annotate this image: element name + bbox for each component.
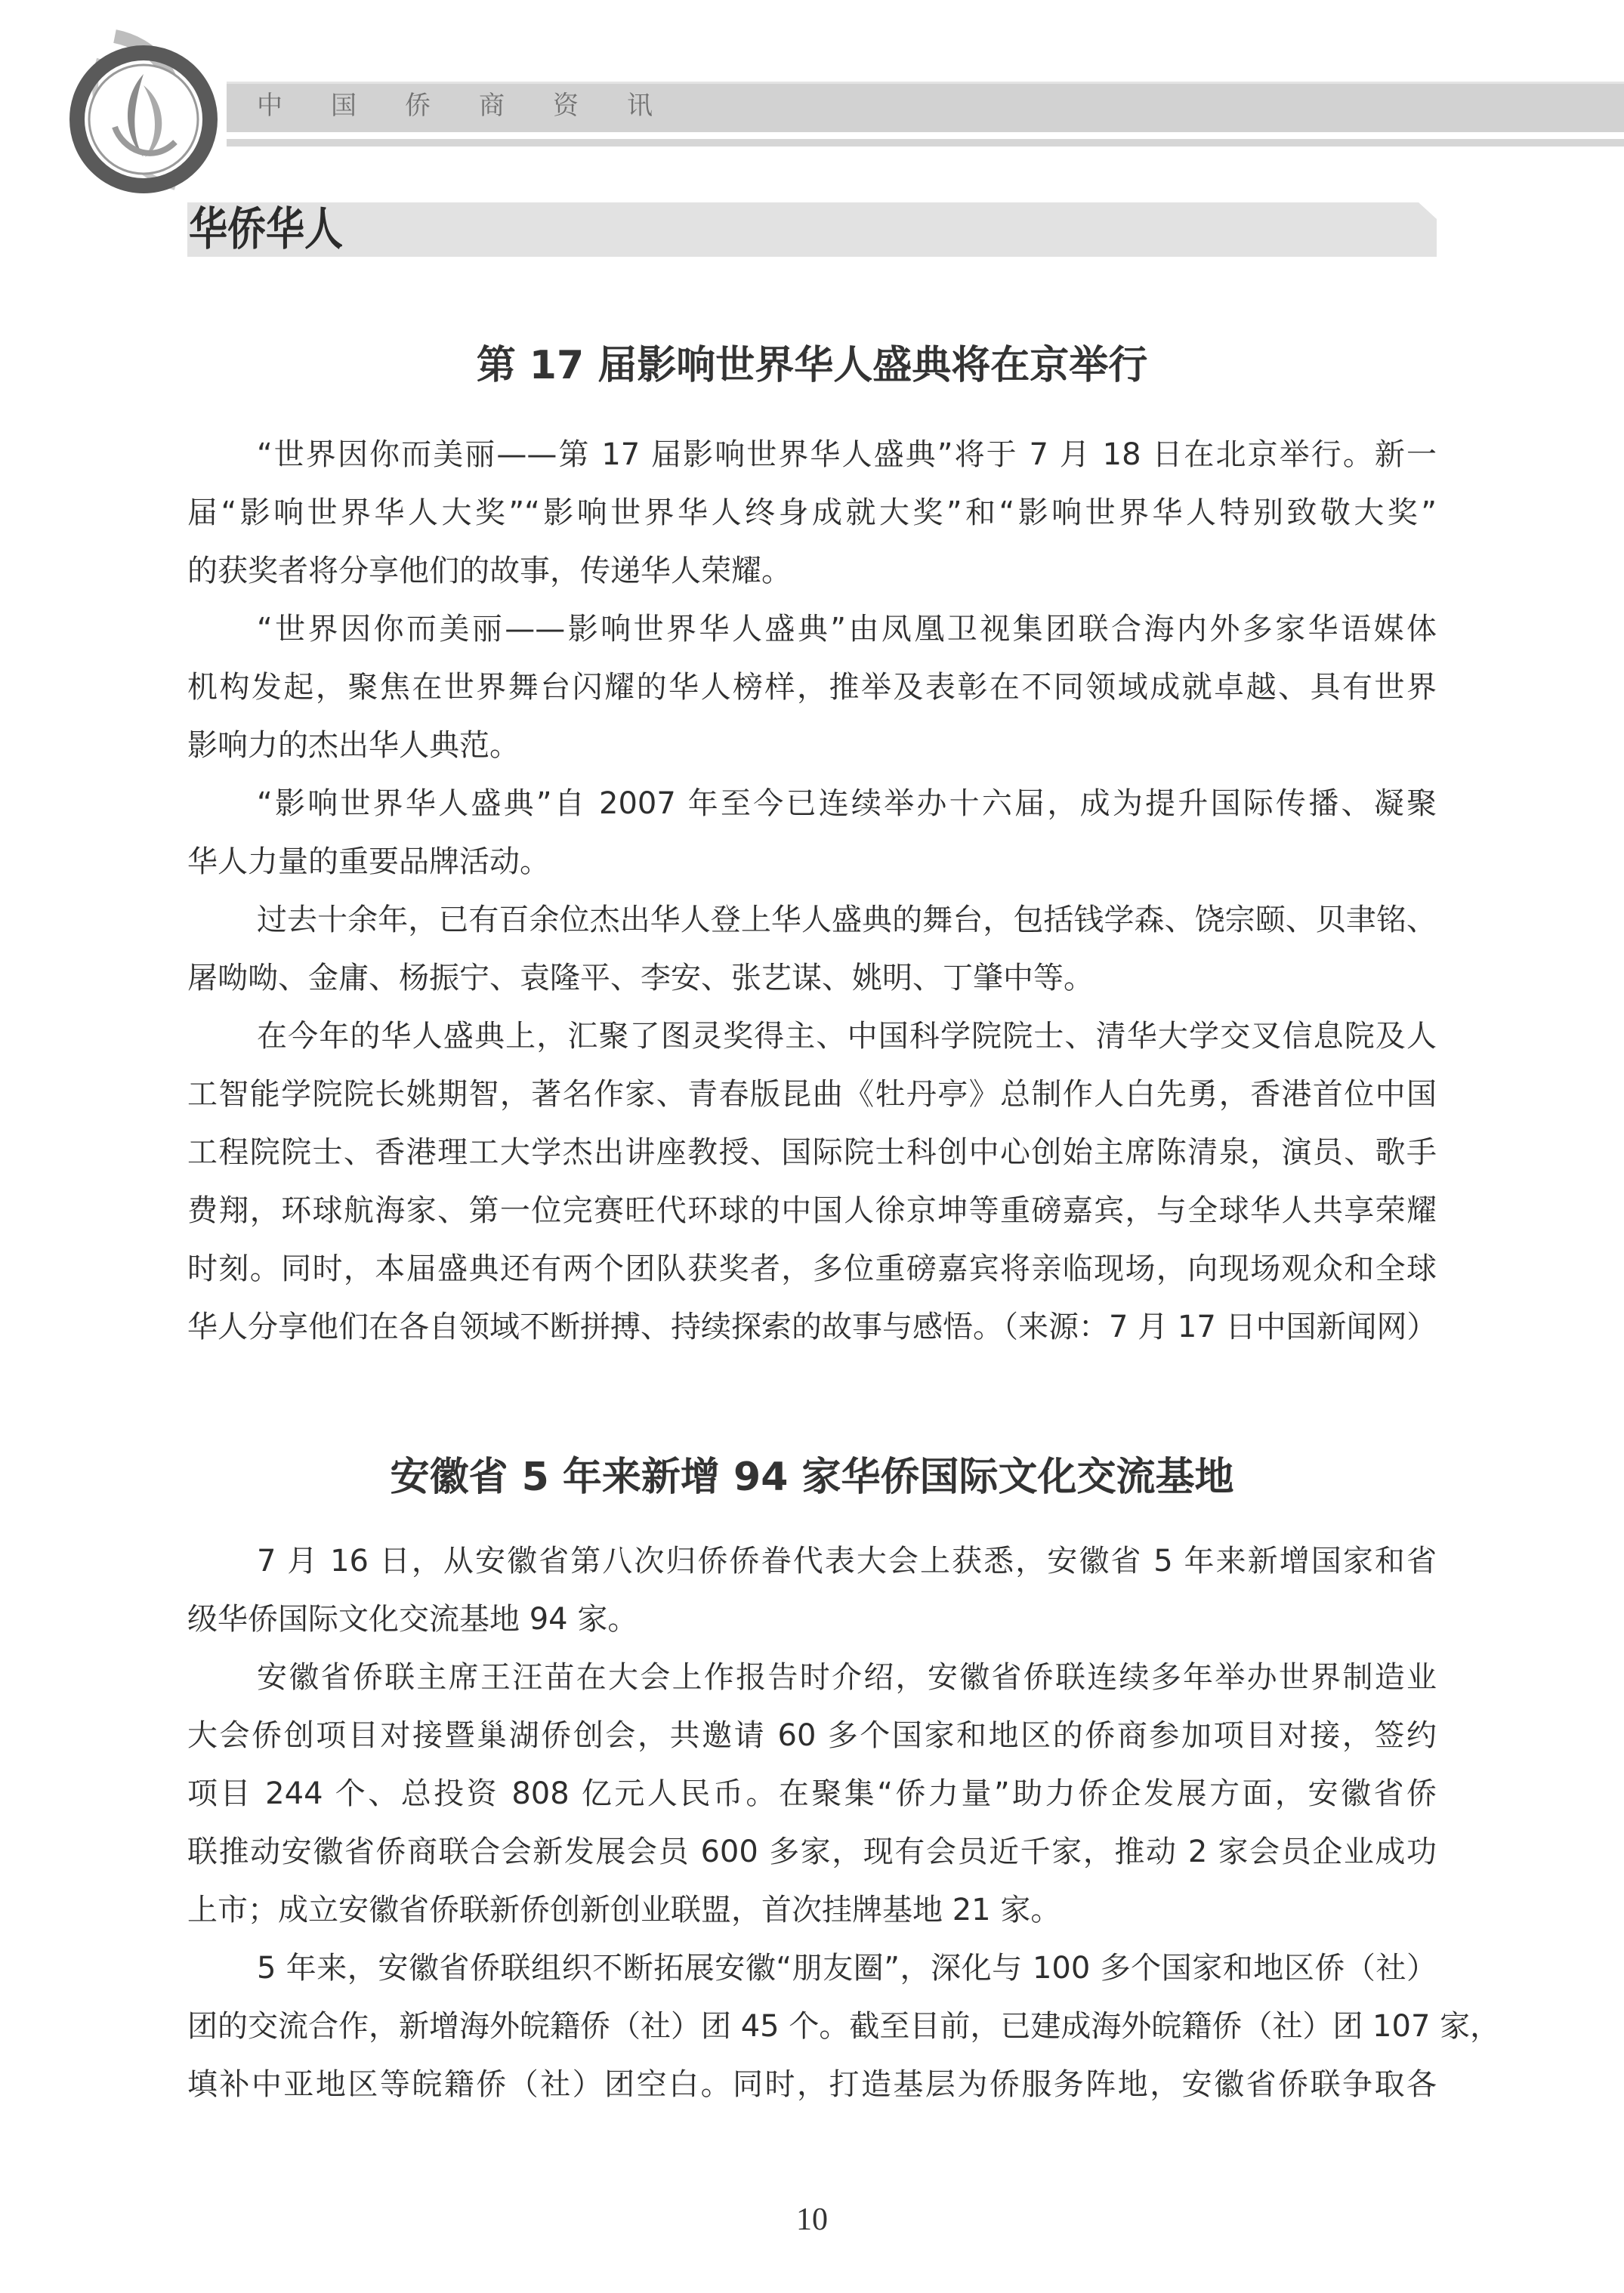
paragraph-line: 级华侨国际文化交流基地 94 家。 [187, 1602, 638, 1637]
article-body-2 [187, 1532, 1501, 2114]
paragraph-line: 5 年来，安徽省侨联组织不断拓展安徽“朋友圈”，深化与 100 多个国家和地区侨（社） [257, 1951, 1437, 1986]
paragraph-line: “世界因你而美丽——第 17 届影响世界华人盛典”将于 7 月 18 日在北京举行。新一 [257, 437, 1437, 472]
paragraph-line: 过去十余年，已有百余位杰出华人登上华人盛典的舞台，包括钱学森、饶宗颐、贝聿铭、 [257, 903, 1437, 937]
federation-logo [69, 14, 236, 195]
paragraph-line: “影响世界华人盛典”自 2007 年至今已连续举办十六届，成为提升国际传播、凝聚 [257, 786, 1437, 821]
paragraph-line: 大会侨创项目对接暨巢湖侨创会，共邀请 60 多个国家和地区的侨商参加项目对接，签约 [187, 1718, 1437, 1753]
paragraph-line: 在今年的华人盛典上，汇聚了图灵奖得主、中国科学院院士、清华大学交叉信息院及人 [257, 1019, 1437, 1054]
paragraph-line: 届“影响世界华人大奖”“影响世界华人终身成就大奖”和“影响世界华人特别致敬大奖” [187, 495, 1437, 530]
paragraph-line: 填补中亚地区等皖籍侨（社）团空白。同时，打造基层为侨服务阵地，安徽省侨联争取各 [187, 2067, 1437, 2102]
article-body-1 [187, 426, 1437, 1356]
paragraph-line: 影响力的杰出华人典范。 [187, 728, 520, 763]
paragraph-line: 的获奖者将分享他们的故事，传递华人荣耀。 [187, 554, 792, 588]
paragraph-line: 屠呦呦、金庸、杨振宁、袁隆平、李安、张艺谋、姚明、丁肇中等。 [187, 961, 1094, 995]
header-divider [227, 139, 1624, 147]
paragraph-line: 7 月 16 日，从安徽省第八次归侨侨眷代表大会上获悉，安徽省 5 年来新增国家和省 [257, 1544, 1437, 1579]
paragraph-line: 安徽省侨联主席王汪苗在大会上作报告时介绍，安徽省侨联连续多年举办世界制造业 [257, 1660, 1437, 1695]
paragraph-line: 工智能学院院长姚期智，著名作家、青春版昆曲《牡丹亭》总制作人白先勇，香港首位中国 [187, 1077, 1437, 1112]
page-number: 10 [796, 2202, 828, 2237]
section-band [187, 202, 1437, 257]
paragraph-line: 时刻。同时，本届盛典还有两个团队获奖者，多位重磅嘉宾将亲临现场，向现场观众和全球 [187, 1251, 1437, 1286]
article-title-2: 安徽省 5 年来新增 94 家华侨国际文化交流基地 [390, 1455, 1234, 1500]
paragraph-line: 团的交流合作，新增海外皖籍侨（社）团 45 个。截至目前，已建成海外皖籍侨（社）团 107 家， [187, 2009, 1501, 2044]
paragraph-line: 工程院院士、香港理工大学杰出讲座教授、国际院士科创中心创始主席陈清泉，演员、歌手 [187, 1135, 1437, 1170]
article-title-1: 第 17 届影响世界华人盛典将在京举行 [476, 343, 1148, 388]
section-title: 华侨华人 [189, 203, 343, 256]
paragraph-line: 上市；成立安徽省侨联新侨创新创业联盟，首次挂牌基地 21 家。 [187, 1893, 1061, 1927]
paragraph-line: 机构发起，聚焦在世界舞台闪耀的华人榜样，推举及表彰在不同领域成就卓越、具有世界 [187, 670, 1437, 705]
paragraph-line: 华人力量的重要品牌活动。 [187, 844, 550, 879]
paragraph-line: “世界因你而美丽——影响世界华人盛典”由凤凰卫视集团联合海内外多家华语媒体 [257, 612, 1437, 647]
magazine-name: 中国侨商资讯 [257, 91, 701, 121]
paragraph-line: 项目 244 个、总投资 808 亿元人民币。在聚集“侨力量”助力侨企发展方面，安徽省侨 [187, 1776, 1437, 1811]
paragraph-line: 华人分享他们在各自领域不断拼搏、持续探索的故事与感悟。（来源：7 月 17 日中国新闻网） [187, 1310, 1437, 1344]
paragraph-line: 联推动安徽省侨商联合会新发展会员 600 多家，现有会员近千家，推动 2 家会员企业成功 [187, 1835, 1437, 1869]
paragraph-line: 费翔，环球航海家、第一位完赛旺代环球的中国人徐京坤等重磅嘉宾，与全球华人共享荣耀 [187, 1193, 1437, 1228]
